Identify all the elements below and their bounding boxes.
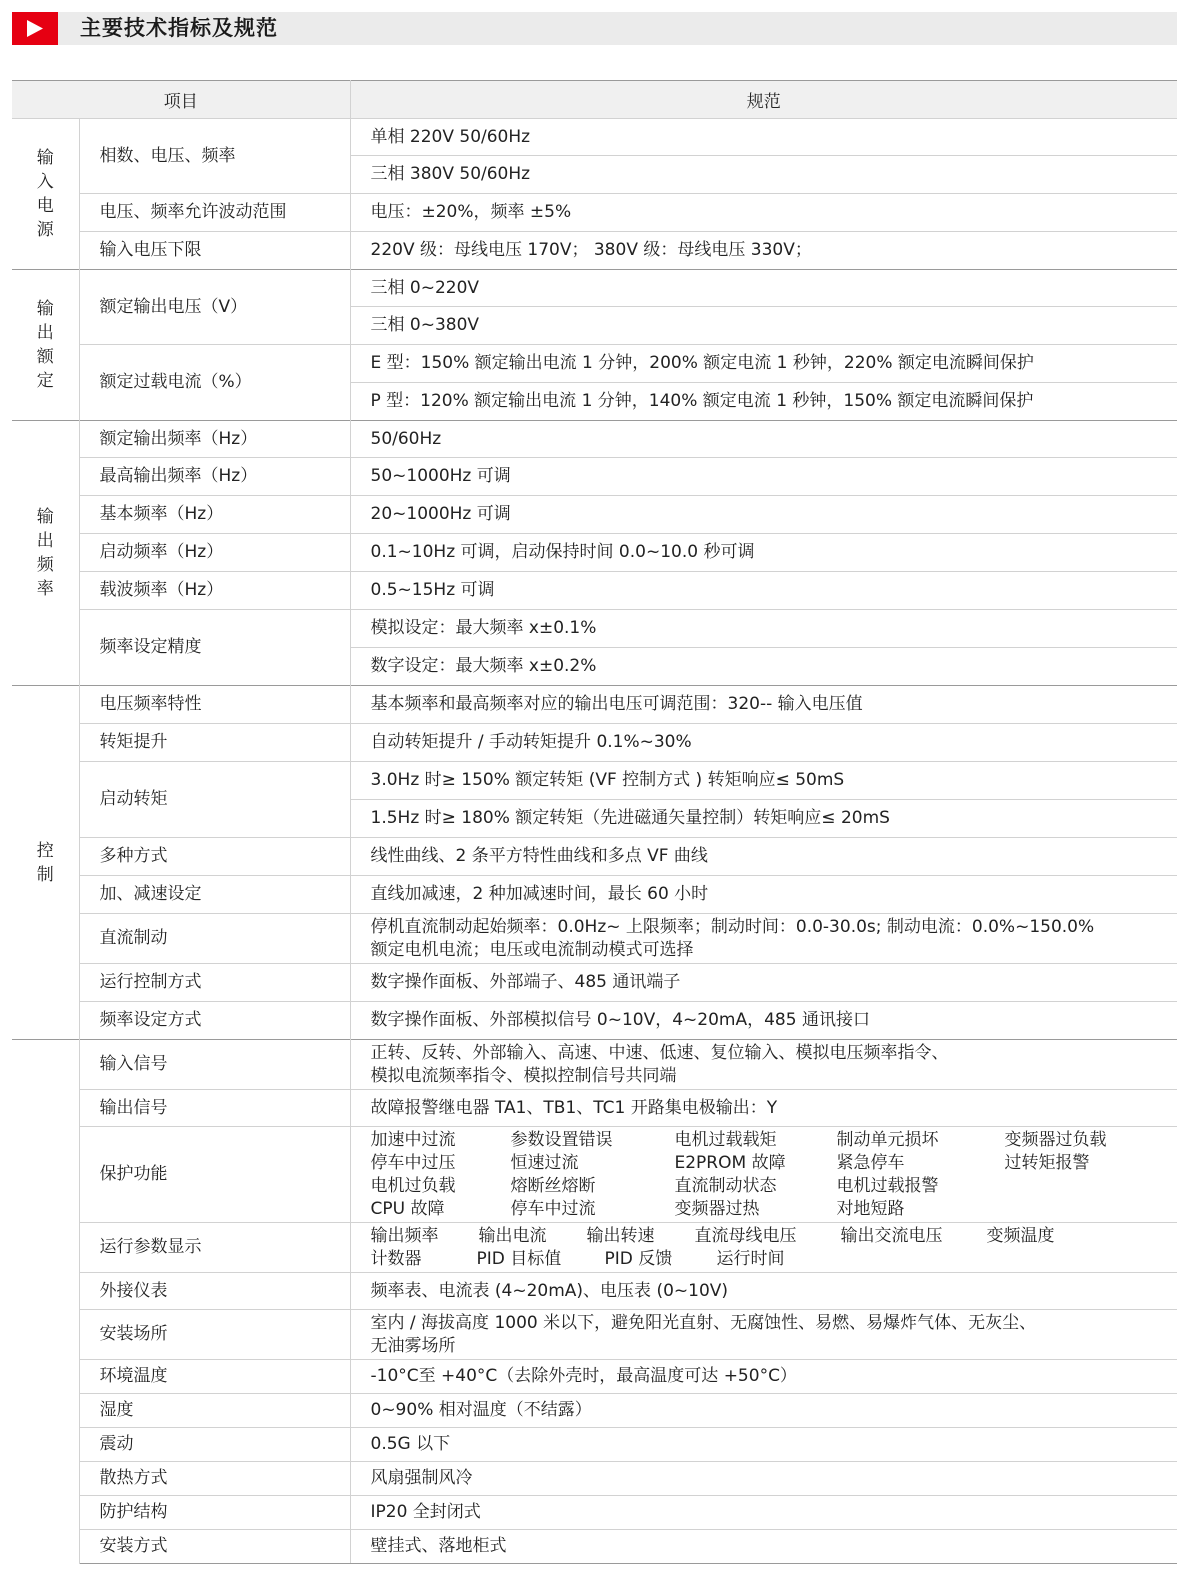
display-param: 输出转速	[586, 1225, 655, 1246]
row-value	[350, 1310, 1177, 1360]
protection-item	[1005, 1198, 1125, 1221]
column-header-spec: 规范	[350, 81, 1177, 119]
display-param: 输出电流	[478, 1225, 547, 1246]
display-param: 计数器	[370, 1248, 422, 1269]
row-value: IP20 全封闭式	[350, 1496, 1177, 1530]
row-value	[350, 1040, 1177, 1090]
group-label-empty	[12, 1040, 79, 1564]
table-row	[12, 1310, 1177, 1360]
table-row	[12, 572, 1177, 610]
row-value: 基本频率和最高频率对应的输出电压可调范围：320-- 输入电压值	[350, 686, 1177, 724]
row-value: 故障报警继电器 TA1、TB1、TC1 开路集电极输出：Y	[350, 1090, 1177, 1127]
table-row	[12, 1090, 1177, 1127]
table-row	[12, 1394, 1177, 1428]
table-row	[12, 1496, 1177, 1530]
row-label: 电压、频率允许波动范围	[79, 194, 350, 232]
row-value: 三相 0~220V	[350, 270, 1177, 307]
protection-item: 对地短路	[836, 1198, 905, 1219]
protection-item: 制动单元损坏	[836, 1129, 939, 1150]
row-label: 电压频率特性	[79, 686, 350, 724]
row-label: 转矩提升	[79, 724, 350, 762]
protection-item: 直流制动状态	[674, 1175, 777, 1196]
protection-grid	[371, 1129, 1170, 1221]
row-label: 运行控制方式	[79, 964, 350, 1002]
row-label: 基本频率（Hz）	[79, 496, 350, 534]
protection-item: CPU 故障	[370, 1198, 445, 1219]
row-label: 启动频率（Hz）	[79, 534, 350, 572]
table-row	[12, 1002, 1177, 1040]
row-value: -10°C至 +40°C（去除外壳时，最高温度可达 +50°C）	[350, 1360, 1177, 1394]
row-label: 最高输出频率（Hz）	[79, 458, 350, 496]
row-value-line: 室内 / 海拔高度 1000 米以下，避免阳光直射、无腐蚀性、易燃、易爆炸气体、无灰尘、	[370, 1312, 1037, 1333]
table-row	[12, 838, 1177, 876]
table-row	[12, 270, 1177, 307]
row-label: 保护功能	[79, 1127, 350, 1223]
row-label: 额定过载电流（%）	[79, 345, 350, 421]
row-value: 单相 220V 50/60Hz	[350, 119, 1177, 156]
row-label: 频率设定方式	[79, 1002, 350, 1040]
table-row	[12, 1462, 1177, 1496]
row-value: 数字操作面板、外部端子、485 通讯端子	[350, 964, 1177, 1002]
row-value: P 型：120% 额定输出电流 1 分钟，140% 额定电流 1 秒钟，150% 额定电流瞬间保护	[350, 383, 1177, 421]
protection-item: 紧急停车	[836, 1152, 905, 1173]
display-param: 输出频率	[370, 1225, 439, 1246]
table-row	[12, 534, 1177, 572]
protection-item: 变频器过负载	[1004, 1129, 1107, 1150]
group-label-input-power: 输 入 电 源	[12, 119, 79, 270]
group-label-control: 控 制	[12, 686, 79, 1040]
table-row	[12, 232, 1177, 270]
row-label: 多种方式	[79, 838, 350, 876]
row-label: 安装场所	[79, 1310, 350, 1360]
row-value: 三相 380V 50/60Hz	[350, 156, 1177, 194]
table-row	[12, 496, 1177, 534]
row-value: 频率表、电流表 (4~20mA)、电压表 (0~10V)	[350, 1273, 1177, 1310]
table-row	[12, 610, 1177, 648]
protection-item: 电机过载载矩	[674, 1129, 777, 1150]
display-param: PID 目标值	[476, 1248, 562, 1269]
row-value: 3.0Hz 时≥ 150% 额定转矩 (VF 控制方式 ) 转矩响应≤ 50mS	[350, 762, 1177, 800]
table-row	[12, 345, 1177, 383]
table-row	[12, 1223, 1177, 1273]
row-value-line: 无油雾场所	[370, 1335, 456, 1356]
display-param: 运行时间	[716, 1248, 785, 1269]
row-value	[350, 914, 1177, 964]
row-label: 启动转矩	[79, 762, 350, 838]
table-row	[12, 421, 1177, 458]
table-row	[12, 1428, 1177, 1462]
row-label: 载波频率（Hz）	[79, 572, 350, 610]
display-params-line-1	[371, 1225, 1170, 1248]
section-title: 主要技术指标及规范	[80, 16, 278, 40]
protection-item: 熔断丝熔断	[510, 1175, 596, 1196]
row-value: 0.5G 以下	[350, 1428, 1177, 1462]
row-value: 数字设定：最大频率 x±0.2%	[350, 648, 1177, 686]
table-row	[12, 1127, 1177, 1223]
row-label: 额定输出频率（Hz）	[79, 421, 350, 458]
table-row	[12, 762, 1177, 800]
row-label: 额定输出电压（V）	[79, 270, 350, 345]
display-param: 输出交流电压	[840, 1225, 943, 1246]
row-value: 三相 0~380V	[350, 307, 1177, 345]
protection-item: 变频器过热	[674, 1198, 760, 1219]
table-row	[12, 876, 1177, 914]
table-row	[12, 914, 1177, 964]
table-row	[12, 119, 1177, 156]
row-label: 输出信号	[79, 1090, 350, 1127]
row-value: 0.5~15Hz 可调	[350, 572, 1177, 610]
row-label: 外接仪表	[79, 1273, 350, 1310]
table-row	[12, 724, 1177, 762]
protection-item: 停车中过流	[510, 1198, 596, 1219]
row-value: 壁挂式、落地柜式	[350, 1530, 1177, 1564]
row-label: 频率设定精度	[79, 610, 350, 686]
row-value: 模拟设定：最大频率 x±0.1%	[350, 610, 1177, 648]
table-row	[12, 686, 1177, 724]
row-value: 直线加减速，2 种加减速时间，最长 60 小时	[350, 876, 1177, 914]
row-value: 50~1000Hz 可调	[350, 458, 1177, 496]
row-value: 风扇强制风冷	[350, 1462, 1177, 1496]
protection-item: E2PROM 故障	[674, 1152, 786, 1173]
row-label: 湿度	[79, 1394, 350, 1428]
play-icon	[12, 12, 58, 45]
row-value: 自动转矩提升 / 手动转矩提升 0.1%~30%	[350, 724, 1177, 762]
row-label: 加、减速设定	[79, 876, 350, 914]
row-value-line: 模拟电流频率指令、模拟控制信号共同端	[370, 1065, 677, 1086]
row-value: 电压：±20%，频率 ±5%	[350, 194, 1177, 232]
row-label: 震动	[79, 1428, 350, 1462]
display-param: 直流母线电压	[694, 1225, 797, 1246]
row-value: E 型：150% 额定输出电流 1 分钟，200% 额定电流 1 秒钟，220% 额定电流瞬间保护	[350, 345, 1177, 383]
display-param: 变频温度	[986, 1225, 1055, 1246]
row-value-line: 停机直流制动起始频率：0.0Hz~ 上限频率；制动时间：0.0-30.0s; 制动电流：0.0%~150.0%	[370, 916, 1095, 937]
table-row	[12, 1360, 1177, 1394]
protection-item	[1005, 1175, 1125, 1198]
protection-item: 停车中过压	[370, 1152, 456, 1173]
row-label: 相数、电压、频率	[79, 119, 350, 194]
row-value: 20~1000Hz 可调	[350, 496, 1177, 534]
row-label: 环境温度	[79, 1360, 350, 1394]
row-value-line: 正转、反转、外部输入、高速、中速、低速、复位输入、模拟电压频率指令、	[370, 1042, 949, 1063]
table-row	[12, 458, 1177, 496]
protection-item: 过转矩报警	[1004, 1152, 1090, 1173]
row-value-line: 额定电机电流；电压或电流制动模式可选择	[370, 939, 694, 960]
table-row	[12, 964, 1177, 1002]
protection-item: 加速中过流	[370, 1129, 456, 1150]
display-params-line-2	[371, 1248, 1170, 1271]
row-label: 输入信号	[79, 1040, 350, 1090]
row-value: 1.5Hz 时≥ 180% 额定转矩（先进磁通矢量控制）转矩响应≤ 20mS	[350, 800, 1177, 838]
group-label-output-rated: 输 出 额 定	[12, 270, 79, 421]
section-header	[12, 12, 1177, 45]
row-value	[350, 1127, 1177, 1223]
row-label: 防护结构	[79, 1496, 350, 1530]
protection-item: 恒速过流	[510, 1152, 579, 1173]
row-label: 直流制动	[79, 914, 350, 964]
protection-item: 电机过载报警	[836, 1175, 939, 1196]
row-value	[350, 1223, 1177, 1273]
row-label: 运行参数显示	[79, 1223, 350, 1273]
table-row	[12, 1040, 1177, 1090]
row-label: 输入电压下限	[79, 232, 350, 270]
table-header-row	[12, 81, 1177, 119]
group-label-output-frequency: 输 出 频 率	[12, 421, 79, 686]
protection-item: 电机过负载	[370, 1175, 456, 1196]
row-value: 线性曲线、2 条平方特性曲线和多点 VF 曲线	[350, 838, 1177, 876]
protection-item: 参数设置错误	[510, 1129, 613, 1150]
row-label: 安装方式	[79, 1530, 350, 1564]
table-row	[12, 194, 1177, 232]
row-value: 50/60Hz	[350, 421, 1177, 458]
row-value: 0~90% 相对温度（不结露）	[350, 1394, 1177, 1428]
row-value: 数字操作面板、外部模拟信号 0~10V，4~20mA，485 通讯接口	[350, 1002, 1177, 1040]
table-row	[12, 1530, 1177, 1564]
row-value: 0.1~10Hz 可调，启动保持时间 0.0~10.0 秒可调	[350, 534, 1177, 572]
table-row	[12, 1273, 1177, 1310]
display-param: PID 反馈	[604, 1248, 673, 1269]
spec-table	[12, 80, 1177, 1564]
row-label: 散热方式	[79, 1462, 350, 1496]
column-header-item: 项目	[12, 81, 350, 119]
row-value: 220V 级：母线电压 170V； 380V 级：母线电压 330V；	[350, 232, 1177, 270]
